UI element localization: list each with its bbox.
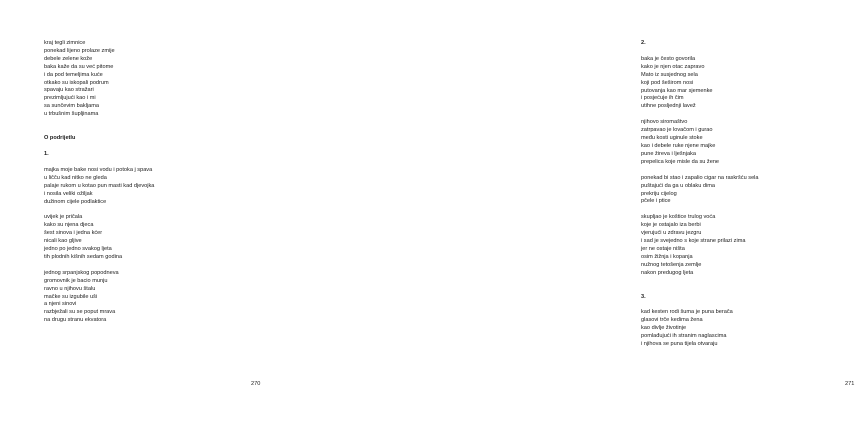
poem-line: njihovo siromaštvo [641, 119, 688, 126]
spacer [44, 127, 244, 135]
poem-line: debele zelene kože [44, 55, 93, 62]
section-number: 1. [44, 150, 49, 157]
poem-line: utihne posljednji lavež [641, 103, 696, 110]
left-page-text [44, 40, 244, 333]
page-number-left: 270 [251, 381, 261, 387]
right-page [300, 0, 855, 423]
poem-line: jedno po jedno svakog ljeta [44, 246, 112, 253]
poem-line: palaje rukom u kotao pun masti kad djevojka [44, 182, 155, 189]
poem-line: tih plodnih kišnih sedam godina [44, 253, 123, 260]
poem-line: i sad je svejedno s koje strane prilazi zima [641, 238, 746, 245]
poem-line: spavaju kao stražari [44, 87, 94, 94]
poem-line: razbježali su se poput mrava [44, 309, 116, 316]
poem-line: jer ne ostaje ništa [641, 245, 685, 252]
poem-line: prekriju cijelog [641, 190, 677, 197]
spacer [641, 286, 861, 294]
poem-line: skupljao je koštice trulog voća [641, 214, 716, 221]
poem-line: nužnog tetošenja zemlje [641, 261, 702, 268]
poem-line: koje je ostajalo iza berbi [641, 222, 701, 229]
poem-line: baka je često govorila [641, 55, 696, 62]
poem-line: uvijek je pričala [44, 214, 83, 221]
section-number: 2. [641, 40, 646, 46]
poem-stanza [44, 40, 244, 119]
poem-line: mačke su izgubile uši [44, 293, 98, 300]
poem-line: pune žireva i lješnjaka [641, 150, 697, 157]
poem-line: jednog srpanjskog popodneva [44, 269, 119, 276]
poem-stanza [44, 214, 244, 261]
poem-line: kao divlje životinje [641, 325, 687, 332]
left-page [0, 0, 300, 423]
poem-line: sa sunčevim baklјama [44, 103, 100, 110]
poem-line: u trbušnim šupljinama [44, 111, 99, 118]
poem-stanza [641, 214, 861, 277]
poem-stanza [641, 56, 861, 111]
poem-line: vjerujući u zdravu jezgru [641, 230, 702, 237]
poem-line: dužinom cijele podlaktice [44, 198, 107, 205]
poem-line: nakon predugog ljeta [641, 269, 694, 276]
poem-line: prepelica koje misle da su žene [641, 158, 720, 165]
poem-stanza [641, 119, 861, 166]
poem-line: kraj tegli zimnice [44, 40, 86, 46]
poem-line: osim žižnja i kopanja [641, 253, 693, 260]
poem-line: majka moje bake nosi vodu i potoka j spava [44, 166, 153, 173]
poem-line: ponekad lijeno prolaze zmije [44, 47, 115, 54]
poem-line: baka kaže da su već pitome [44, 63, 114, 70]
poem-line: i da pod temeljima kuće [44, 71, 103, 78]
poem-line: otkako su iskopali podrum [44, 79, 109, 86]
poem-line: ponekad bi stao i zapalio cigar na raskršću sela [641, 174, 759, 181]
poem-line: nicali kao gljive [44, 238, 82, 245]
poem-stanza [44, 167, 244, 207]
poem-stanza [44, 270, 244, 325]
poem-line: pčele i ptice [641, 198, 671, 205]
poem-stanza [641, 309, 861, 349]
poem-line: šest sinova i jedna kćer [44, 230, 103, 237]
poem-line: u ličču kad nitko ne gleda [44, 174, 107, 181]
poem-line: zatrpavao je lovačom i gurao [641, 127, 713, 134]
poem-line: ravno u njihovu štalu [44, 285, 96, 292]
poem-line: glasovi trče kedima žena [641, 317, 703, 324]
poem-line: koji pod šeširom nosi [641, 79, 694, 86]
poem-line: gromovnik je bacio munju [44, 277, 108, 284]
poem-line: prezimljujući kao i mi [44, 95, 96, 102]
poem-line: a njeni sinovi [44, 301, 77, 308]
poem-line: na drugu stranu ekvatora [44, 317, 107, 324]
poem-line: puštajući da ga u oblaku dima [641, 182, 716, 189]
poem-line: kao i debele ruke njene majke [641, 142, 716, 149]
section-heading: O podrijetlu [44, 135, 76, 142]
poem-line: među kosti uginule stoke [641, 135, 703, 142]
poem-line: i nosila veliki ožiljak [44, 190, 93, 197]
poem-line: putovanja kao mar sjemenke [641, 87, 713, 94]
poem-line: kako su njena djeca [44, 222, 94, 229]
page-number-right: 271 [845, 381, 855, 387]
poem-line: pomlađujući ih stranim naglascima [641, 333, 727, 340]
poem-line: kad kesten rodi šuma je puna berača [641, 309, 733, 316]
poem-line: kako je njen otac zapravo [641, 63, 705, 70]
poem-line: i posjećuje ih čim [641, 95, 684, 102]
right-page-text [641, 40, 861, 357]
poem-line: Mato iz susjednog sela [641, 71, 698, 78]
poem-line: i njihova se puna tijela otvaraju [641, 341, 718, 348]
poem-stanza [641, 175, 861, 207]
section-number: 3. [641, 293, 646, 300]
